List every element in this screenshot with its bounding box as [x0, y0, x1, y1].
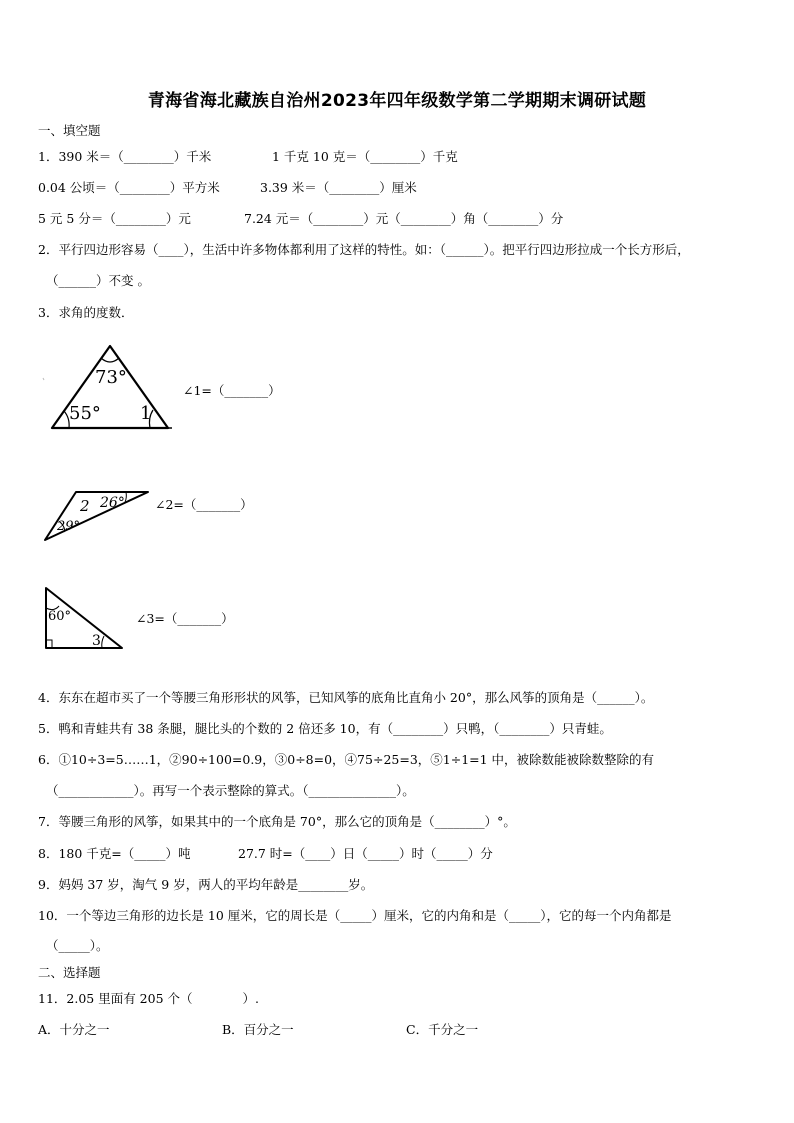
angle-label-29: 29° [57, 519, 81, 534]
q7: 7．等腰三角形的风筝，如果其中的一个底角是 70°，那么它的顶角是（________）°。 [38, 814, 516, 829]
page-title: 青海省海北藏族自治州2023年四年级数学第二学期期末调研试题 [147, 91, 647, 111]
q9: 9．妈妈 37 岁，淘气 9 岁，两人的平均年龄是________岁。 [38, 877, 374, 892]
q10-line-1: 10．一个等边三角形的边长是 10 厘米，它的周长是（_____）厘米，它的内角和是（_____），它的每一个内角都是 [38, 908, 672, 923]
q11-stem: 11．2.05 里面有 205 个（ ）. [38, 991, 259, 1006]
q1-part-c: 0.04 公顷＝（________）平方米 [38, 180, 220, 195]
q6-line-1: 6．①10÷3=5……1，②90÷100=0.9，③0÷8=0，④75÷25=3，⑤1÷1=1 中，被除数能被除数整除的有 [38, 752, 655, 767]
angle-label-73: 73° [95, 367, 127, 388]
angle-label-1: 1 [140, 403, 152, 424]
triangle-figure-1 [40, 340, 180, 435]
q2-line-2: （______）不变 。 [46, 273, 150, 288]
q8-part-a: 8．180 千克=（_____）吨 [38, 846, 191, 861]
angle-label-2: 2 [80, 497, 90, 515]
q2-line-1: 2．平行四边形容易（____），生活中许多物体都利用了这样的特性。如：（______）。把平行四边形拉成一个长方形后， [38, 242, 690, 257]
q5: 5．鸭和青蛙共有 38 条腿，腿比头的个数的 2 倍还多 10，有（________）只鸭，（________）只青蛙。 [38, 721, 612, 736]
q11-option-c: C．千分之一 [406, 1022, 479, 1037]
q1-part-b: 1 千克 10 克＝（________）千克 [272, 149, 458, 164]
q1-part-a: 1．390 米＝（________）千米 [38, 149, 212, 164]
q6-line-2: （____________）。再写一个表示整除的算式。（______________）。 [46, 783, 415, 798]
triangle-figure-2 [40, 484, 152, 546]
angle-label-55: 55° [69, 403, 101, 424]
angle-label-60: 60° [48, 609, 72, 624]
section-heading-choice: 二、选择题 [38, 965, 101, 980]
q3-stem: 3．求角的度数． [38, 305, 134, 320]
q10-line-2: （_____）。 [46, 938, 109, 953]
q11-option-b: B．百分之一 [222, 1022, 294, 1037]
q4: 4．东东在超市买了一个等腰三角形形状的风筝，已知风筝的底角比直角小 20°，那么风筝的顶角是（______）。 [38, 690, 654, 705]
angle-label-3: 3 [92, 633, 101, 649]
q1-part-e: 5 元 5 分＝（________）元 [38, 211, 191, 226]
q3-answer-3: ∠3=（_______） [136, 611, 234, 626]
triangle-figure-3 [40, 582, 128, 654]
q3-answer-1: ∠1=（_______） [183, 383, 281, 398]
section-heading-fill-in: 一、填空题 [38, 123, 101, 138]
q1-part-f: 7.24 元＝（________）元（________）角（________）分 [244, 211, 564, 226]
q1-part-d: 3.39 米＝（________）厘米 [260, 180, 417, 195]
q8-part-b: 27.7 时=（____）日（_____）时（_____）分 [238, 846, 493, 861]
q11-option-a: A．十分之一 [38, 1022, 110, 1037]
angle-label-26: 26° [100, 495, 125, 511]
q3-answer-2: ∠2=（_______） [155, 497, 253, 512]
